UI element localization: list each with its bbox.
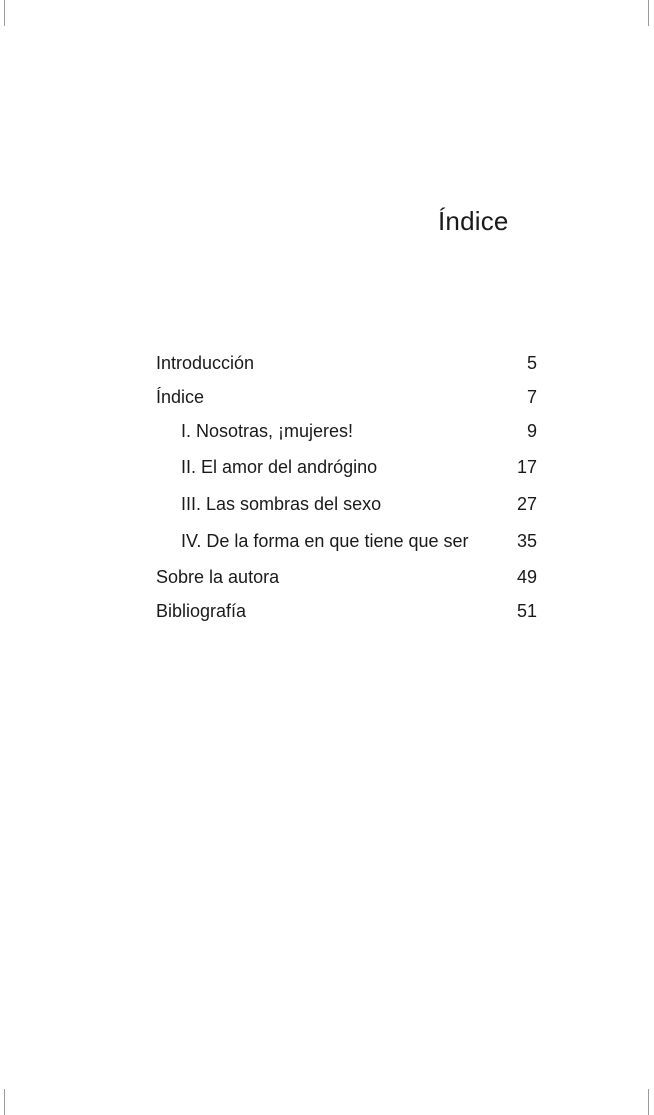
toc-entry-chapter-3 bbox=[156, 491, 537, 517]
toc-entry-label: II. El amor del andrógino bbox=[181, 457, 378, 477]
toc-entry-label: Sobre la autora bbox=[156, 567, 280, 587]
toc-entry-label: III. Las sombras del sexo bbox=[181, 494, 382, 514]
toc-entry-page: 5 bbox=[526, 353, 537, 373]
toc-entry-label: I. Nosotras, ¡mujeres! bbox=[181, 421, 354, 441]
toc-entry-chapter-1 bbox=[156, 418, 537, 444]
toc-entry-page: 51 bbox=[516, 601, 537, 621]
toc-entry-page: 17 bbox=[516, 457, 537, 477]
crop-mark-top-left bbox=[4, 0, 5, 26]
page-title: Índice bbox=[438, 206, 509, 236]
toc-entry-page: 7 bbox=[526, 387, 537, 407]
toc-entry-page: 27 bbox=[516, 494, 537, 514]
toc-entry-label: Índice bbox=[156, 387, 205, 407]
toc-entry-page: 35 bbox=[516, 531, 537, 551]
crop-mark-top-right bbox=[648, 0, 649, 26]
crop-mark-bottom-right bbox=[648, 1089, 649, 1115]
crop-mark-bottom-left bbox=[4, 1089, 5, 1115]
toc-entry-page: 49 bbox=[516, 567, 537, 587]
toc-entry-chapter-4 bbox=[156, 528, 537, 554]
toc-entry-label: Bibliografía bbox=[156, 601, 247, 621]
toc-entry-introduccion bbox=[156, 350, 537, 376]
toc-entry-sobre-la-autora bbox=[156, 564, 537, 590]
toc-entry-chapter-2 bbox=[156, 454, 537, 480]
toc-entry-bibliografia bbox=[156, 598, 537, 624]
toc-entry-label: IV. De la forma en que tiene que ser bbox=[181, 531, 469, 551]
toc-entry-page: 9 bbox=[526, 421, 537, 441]
toc-entry-label: Introducción bbox=[156, 353, 255, 373]
toc-entry-indice bbox=[156, 384, 537, 410]
